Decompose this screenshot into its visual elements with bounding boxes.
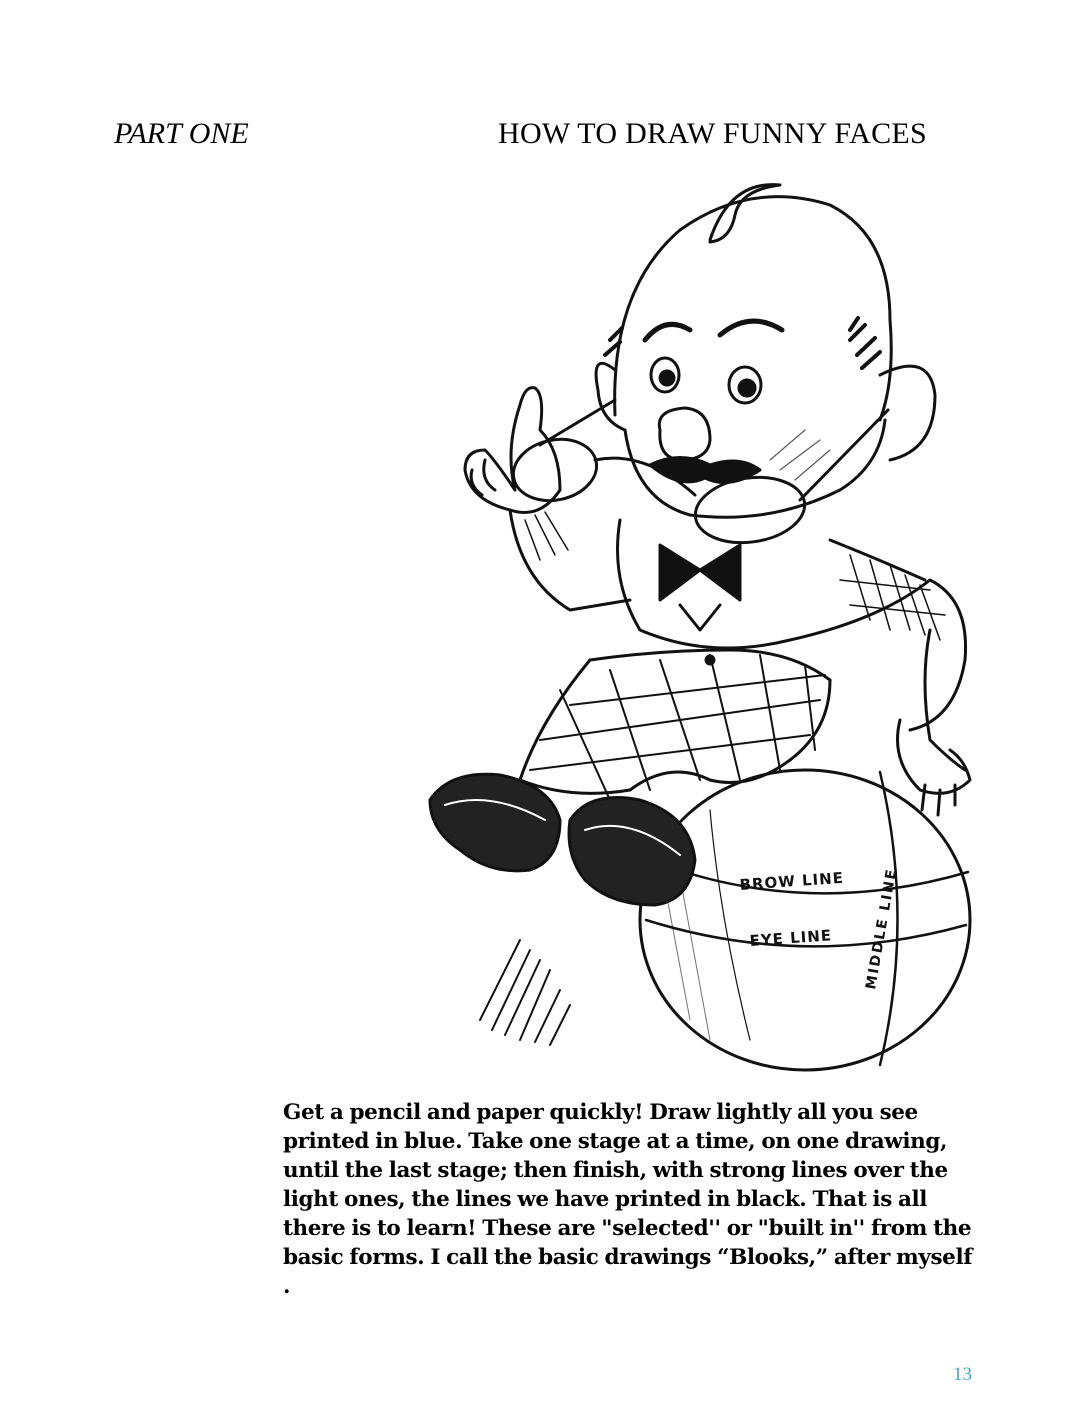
right-hand [898,720,971,793]
right-arm [925,630,965,770]
brow-line-label: BROW LINE [739,868,845,894]
nose [659,408,710,460]
bow-tie [660,545,740,600]
cartoon-illustration [410,160,985,1080]
right-eyebrow [720,321,782,335]
page-title: HOW TO DRAW FUNNY FACES [498,117,927,150]
instruction-paragraph: Get a pencil and paper quickly! Draw lightly all you see printed in blue. Take one stage at a time, on one drawing, until the last stage; then finish, with strong lines over the light ones, the lines we have printed in black. That is all there is to learn! These are "selected'' or "built in'' from the basic forms. I call the basic drawings “Blooks,” after myself . [283,1100,973,1299]
middle-line-label: MIDDLE LINE [863,866,901,991]
ball-outline [640,770,970,1070]
page-number: 13 [953,1364,972,1385]
cartoon-drawing-svg [410,160,985,1080]
left-eyebrow [645,324,690,340]
section-heading: PART ONE [114,117,249,150]
eye-line-label: EYE LINE [749,926,833,950]
left-ear [596,363,625,430]
hair-curl [710,185,780,242]
left-sleeve [510,510,630,610]
left-shoe [430,774,560,871]
